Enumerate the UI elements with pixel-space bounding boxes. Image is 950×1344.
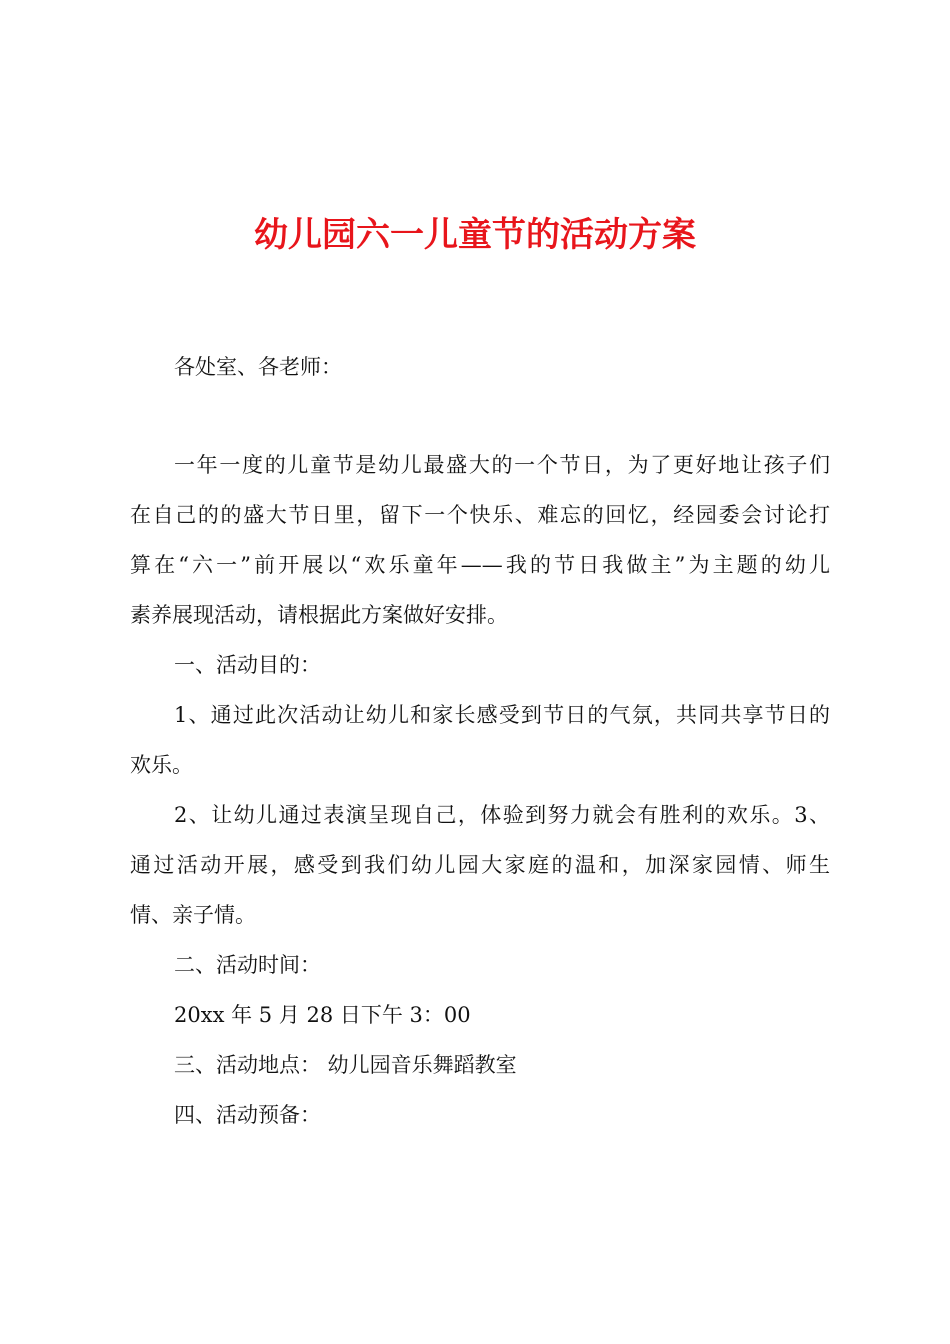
intro-line-2: 在自己的的盛大节日里，留下一个快乐、难忘的回忆，经园委会讨论打 — [130, 503, 830, 527]
purpose-item-1-line-2: 欢乐。 — [130, 753, 193, 777]
section-heading-preparation: 四、活动预备： — [174, 1103, 321, 1127]
document-title: 幼儿园六一儿童节的活动方案 — [254, 215, 696, 255]
activity-time: 20xx 年 5 月 28 日下午 3：00 — [174, 1003, 471, 1027]
purpose-item-3-line-1: 通过活动开展，感受到我们幼儿园大家庭的温和，加深家园情、师生 — [130, 853, 830, 877]
intro-line-4: 素养展现活动，请根据此方案做好安排。 — [130, 603, 508, 627]
purpose-item-1-line-1: 1、通过此次活动让幼儿和家长感受到节日的气氛，共同共享节日的 — [174, 703, 830, 727]
purpose-item-2-line-1: 2、让幼儿通过表演呈现自己，体验到努力就会有胜利的欢乐。3、 — [174, 803, 830, 827]
intro-line-1: 一年一度的儿童节是幼儿最盛大的一个节日，为了更好地让孩子们 — [174, 453, 830, 477]
salutation: 各处室、各老师： — [174, 355, 342, 379]
section-heading-location: 三、活动地点： 幼儿园音乐舞蹈教室 — [174, 1053, 517, 1077]
intro-line-3: 算在“六一”前开展以“欢乐童年——我的节日我做主”为主题的幼儿 — [130, 553, 830, 577]
section-heading-time: 二、活动时间： — [174, 953, 321, 977]
section-heading-purpose: 一、活动目的： — [174, 653, 321, 677]
purpose-item-3-line-2: 情、亲子情。 — [130, 903, 256, 927]
